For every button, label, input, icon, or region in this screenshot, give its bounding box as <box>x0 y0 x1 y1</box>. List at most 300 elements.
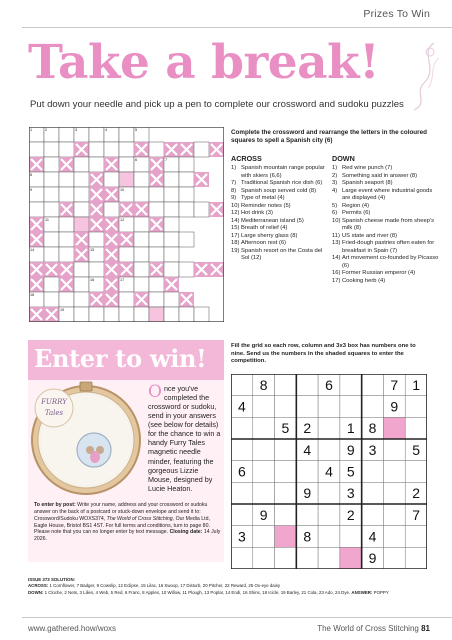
crossword-black-cell <box>74 142 89 157</box>
clue-text: Red wine punch (7) <box>342 165 393 171</box>
crossword-black-cell <box>59 157 74 172</box>
crossword-black-cell <box>104 217 119 232</box>
sudoku-cell[interactable] <box>253 461 275 483</box>
sudoku-given-digit: 4 <box>237 398 246 415</box>
crossword-cell[interactable] <box>74 202 89 217</box>
crossword-cell[interactable] <box>149 142 164 157</box>
clue-text: Large event where industrial goods are displayed (4) <box>342 187 433 202</box>
crossword-black-cell <box>149 172 164 187</box>
clue-text: Spanish mountain range popular with skiers (6,6) <box>241 165 325 179</box>
crossword-cell[interactable] <box>164 187 179 202</box>
crossword-cell[interactable] <box>179 307 194 322</box>
sudoku-cell[interactable] <box>275 482 297 504</box>
crossword-clue-number: 4 <box>105 128 108 133</box>
sudoku-cell[interactable] <box>362 396 384 418</box>
crossword-cell[interactable] <box>44 202 59 217</box>
sudoku-shaded-cell[interactable] <box>275 526 297 548</box>
sudoku-given-digit: 6 <box>325 376 333 393</box>
crossword-cell[interactable] <box>164 307 179 322</box>
crossword-black-cell <box>29 262 44 277</box>
sudoku-cell[interactable] <box>362 504 384 526</box>
clue-text: Permits (6) <box>342 210 371 217</box>
clue-number: 9) <box>231 195 237 202</box>
crossword-black-cell <box>74 232 89 247</box>
crossword-cell[interactable] <box>44 172 59 187</box>
crossword-black-cell <box>164 142 179 157</box>
closing-label: Closing date: <box>169 529 203 536</box>
clue-item <box>332 180 440 188</box>
sudoku-cell[interactable] <box>275 547 297 569</box>
solution-answer: POPPY <box>373 589 389 595</box>
clue-number: 19) <box>231 247 240 254</box>
crossword-cell[interactable] <box>134 277 149 292</box>
sudoku-cell[interactable] <box>296 461 318 483</box>
crossword-cell[interactable] <box>74 262 89 277</box>
crossword-cell[interactable] <box>44 247 59 262</box>
crossword-cell[interactable] <box>149 292 164 307</box>
crossword-cell[interactable] <box>119 172 134 187</box>
clue-number: 3) <box>332 180 338 187</box>
crossword-black-cell <box>59 262 74 277</box>
crossword-cell[interactable] <box>44 277 59 292</box>
clue-number: 14) <box>231 217 240 224</box>
clue-item <box>332 240 440 255</box>
sudoku-cell[interactable] <box>383 482 405 504</box>
crossword-black-cell <box>149 157 164 172</box>
sudoku-cell[interactable] <box>405 396 427 418</box>
sudoku-cell[interactable] <box>275 374 297 396</box>
crossword-black-cell <box>89 187 104 202</box>
sudoku-cell[interactable] <box>383 547 405 569</box>
sudoku-cell[interactable] <box>275 439 297 461</box>
crossword-clue-number: 14 <box>30 248 35 253</box>
crossword-cell[interactable] <box>104 142 119 157</box>
crossword-clue-number: 17 <box>120 278 125 283</box>
sudoku-cell[interactable] <box>362 374 384 396</box>
sudoku-given-digit: 4 <box>325 463 333 480</box>
crossword-black-cell <box>59 202 74 217</box>
crossword-cell[interactable] <box>119 127 134 142</box>
clue-text: Reminder notes (5) <box>241 202 291 209</box>
crossword-black-cell <box>119 232 134 247</box>
badge-brand-bottom: Tales <box>44 409 64 417</box>
clue-text: Spanish cheese made from sheep's milk (8) <box>342 217 434 232</box>
across-clue-list <box>231 165 329 263</box>
crossword-black-cell <box>44 262 59 277</box>
sudoku-given-digit: 6 <box>237 463 246 480</box>
clue-text: Hot drink (3) <box>241 210 273 217</box>
sudoku-cell[interactable] <box>318 396 340 418</box>
sudoku-cell[interactable] <box>231 547 253 569</box>
crossword-cell[interactable] <box>164 247 179 262</box>
crossword-cell[interactable] <box>89 262 104 277</box>
promo-title: Enter to win! <box>34 344 207 373</box>
crossword-black-cell <box>29 217 44 232</box>
clue-number: 14) <box>332 255 341 262</box>
crossword-cell[interactable] <box>149 307 164 322</box>
crossword-black-cell <box>179 292 194 307</box>
crossword-black-cell <box>44 307 59 322</box>
crossword-black-cell <box>29 307 44 322</box>
sudoku-given-digit: 9 <box>346 441 355 458</box>
crossword-cell[interactable] <box>134 247 149 262</box>
clue-text: Cooking herb (4) <box>342 277 386 284</box>
crossword-cell[interactable] <box>44 232 59 247</box>
clue-number: 6) <box>332 210 338 217</box>
clue-text: Something said in answer (8) <box>342 172 418 179</box>
clue-item <box>231 188 329 196</box>
solution-across: 1 Cornflower, 7 Badger, 9 Cowslip, 12 Eclipse, 15 Lilac, 16 Swoop, 17 Disturb, 20 Pitcher, 22 Reward, 25 Ox-eye daisy <box>49 583 281 589</box>
crossword-black-cell <box>119 262 134 277</box>
crossword-cell[interactable] <box>59 187 74 202</box>
crossword-cell[interactable] <box>179 187 194 202</box>
sudoku-cell[interactable] <box>296 374 318 396</box>
crossword-cell[interactable] <box>59 232 74 247</box>
crossword-black-cell <box>134 142 149 157</box>
crossword-black-cell <box>104 187 119 202</box>
clue-text: Afternoon rest (6) <box>241 240 287 247</box>
crossword-cell[interactable] <box>134 172 149 187</box>
clue-item <box>332 233 440 241</box>
sudoku-cell[interactable] <box>275 396 297 418</box>
crossword-cell[interactable] <box>29 142 44 157</box>
sudoku-given-digit: 8 <box>259 376 268 393</box>
crossword-black-cell <box>104 247 119 262</box>
clue-text: Former Russian emperor (4) <box>342 270 416 277</box>
sudoku-cell[interactable] <box>383 461 405 483</box>
sudoku-cell[interactable] <box>253 482 275 504</box>
sudoku-cell[interactable] <box>383 526 405 548</box>
clue-item <box>332 173 440 181</box>
crossword-cell[interactable] <box>194 307 209 322</box>
sudoku-cell[interactable] <box>405 461 427 483</box>
crossword-cell[interactable] <box>149 247 164 262</box>
sudoku-cell[interactable] <box>275 504 297 526</box>
clue-number: 15) <box>231 225 240 232</box>
sudoku-cell[interactable] <box>362 461 384 483</box>
crossword-cell[interactable] <box>89 307 104 322</box>
crossword-cell[interactable] <box>149 187 164 202</box>
crossword-black-cell <box>134 292 149 307</box>
crossword-cell[interactable] <box>164 262 179 277</box>
sudoku-given-digit: 9 <box>390 398 399 415</box>
crossword-cell[interactable] <box>119 292 134 307</box>
sudoku-cell[interactable] <box>405 526 427 548</box>
sudoku-cell[interactable] <box>253 526 275 548</box>
page-title: Take a break! <box>28 35 380 90</box>
crossword-cell[interactable] <box>104 202 119 217</box>
clue-number: 17) <box>231 232 240 239</box>
crossword-black-cell <box>29 277 44 292</box>
sudoku-given-digit: 2 <box>412 485 421 502</box>
sudoku-given-digit: 5 <box>412 441 421 458</box>
sudoku-shaded-cell[interactable] <box>383 417 405 439</box>
promo-body-text: nce you've completed the crossword or sudoku, send in your answers (see below for details) for the chance to win a handy Furry Tales magnetic needle minder, featuring the gorgeous Lizzie Mouse, designed by Lucie Heaton. <box>148 384 221 493</box>
sudoku-given-digit: 3 <box>346 485 355 502</box>
crossword-cell[interactable] <box>59 247 74 262</box>
sudoku-cell[interactable] <box>318 526 340 548</box>
crossword-instructions: Complete the crossword and rearrange the letters in the coloured squares to spell a Spanish city (6) <box>231 129 427 145</box>
crossword-clue-number: 11 <box>45 218 49 223</box>
crossword-cell[interactable] <box>59 217 74 232</box>
clue-number: 10) <box>332 217 341 224</box>
crossword-cell[interactable] <box>89 127 104 142</box>
sudoku-cell[interactable] <box>253 417 275 439</box>
sudoku-cell[interactable] <box>318 504 340 526</box>
footer-magazine-name: The World of Cross Stitching <box>317 624 419 633</box>
clue-text: Breath of relief (4) <box>241 225 288 232</box>
clue-item <box>231 240 329 248</box>
crossword-clue-number: 10 <box>120 188 125 193</box>
clue-text: Mediterranean island (5) <box>241 217 304 224</box>
crossword-cell[interactable] <box>74 292 89 307</box>
enter-to-win-panel <box>28 340 224 562</box>
across-clues <box>231 154 329 263</box>
sudoku-given-digit: 2 <box>346 506 355 523</box>
crossword-cell[interactable] <box>104 172 119 187</box>
clue-text: Fried-dough pastries often eaten for breakfast in Spain (7) <box>342 240 435 254</box>
clue-text: Region (4) <box>342 202 370 209</box>
crossword-black-cell <box>104 292 119 307</box>
sudoku-given-digit: 4 <box>303 441 312 458</box>
clue-number: 1) <box>231 165 237 171</box>
sudoku-given-digit: 7 <box>390 376 399 393</box>
crossword-cell[interactable] <box>74 187 89 202</box>
clue-text: Spanish seaport (8) <box>342 180 393 187</box>
sudoku-cell[interactable] <box>340 526 362 548</box>
crossword-clue-number: 3 <box>75 128 78 133</box>
sudoku-cell[interactable] <box>405 417 427 439</box>
crossword-cell[interactable] <box>44 292 59 307</box>
crossword-black-cell <box>164 277 179 292</box>
sudoku-given-digit: 3 <box>237 528 246 545</box>
clue-number: 11) <box>332 232 340 239</box>
sudoku-cell[interactable] <box>253 396 275 418</box>
crossword-clue-number: 6 <box>135 158 138 163</box>
clue-item <box>332 218 440 233</box>
solution-answer-label: ANSWER: <box>351 589 373 595</box>
clue-item <box>231 248 329 263</box>
crossword-cell[interactable] <box>164 202 179 217</box>
clue-item <box>332 255 440 270</box>
sudoku-cell[interactable] <box>318 417 340 439</box>
enter-address-text: Our Media Ltd, Eagle House, Bristol BS1 4ST. For full terms and conditions, turn to page 80. Please note that you can no longer enter by text message. <box>34 515 210 536</box>
clue-item <box>332 203 440 211</box>
crossword-clue-number: 2 <box>45 128 48 133</box>
sudoku-given-digit: 8 <box>303 528 312 545</box>
crossword-black-cell <box>104 277 119 292</box>
sudoku-cell[interactable] <box>253 547 275 569</box>
solution-down-label: DOWN: <box>28 589 44 595</box>
crossword-cell[interactable] <box>164 217 179 232</box>
sudoku-cell[interactable] <box>231 417 253 439</box>
crossword-clue-number: 12 <box>120 218 125 223</box>
crossword-cell[interactable] <box>179 172 194 187</box>
crossword-clue-number: 9 <box>30 188 33 193</box>
page-subtitle: Put down your needle and pick up a pen to complete our crossword and sudoku puzzles <box>30 99 404 110</box>
sudoku-given-digit: 3 <box>368 441 377 458</box>
crossword-cell[interactable] <box>134 307 149 322</box>
clue-item <box>332 188 440 203</box>
sudoku-grid <box>231 374 427 569</box>
sudoku-given-digit: 9 <box>368 550 377 567</box>
crossword-cell[interactable] <box>119 157 134 172</box>
down-heading: DOWN <box>332 154 355 163</box>
crossword-cell[interactable] <box>134 217 149 232</box>
clue-text: Large sherry glass (8) <box>241 232 298 239</box>
crossword-cell[interactable] <box>134 262 149 277</box>
crossword-cell[interactable] <box>44 157 59 172</box>
crossword-cell[interactable] <box>164 172 179 187</box>
crossword-black-cell <box>209 262 224 277</box>
crossword-clue-number: 1 <box>30 128 33 133</box>
solution-down: 1 Cloche, 2 Nets, 3 Lilies, 4 Web, 5 Red, 6 Franc, 8 Apples, 10 Willow, 11 Plough, 13 Poplar, 14 Endi, 16 Shins, 18 Icicle, 19 Barley, 21 Cola, 23 Ado, 24 Dye. <box>44 589 351 595</box>
crossword-cell[interactable] <box>179 157 194 172</box>
solution-label: ISSUE 373 SOLUTION: <box>28 577 76 582</box>
across-heading: ACROSS <box>231 154 262 163</box>
sudoku-cell[interactable] <box>318 547 340 569</box>
sudoku-cell[interactable] <box>296 396 318 418</box>
crossword-cell[interactable] <box>134 232 149 247</box>
crossword-cell[interactable] <box>74 307 89 322</box>
crossword-cell[interactable] <box>179 262 194 277</box>
section-label: Prizes To Win <box>363 8 430 20</box>
clue-text: Art movement co-founded by Picasso (6) <box>342 255 439 269</box>
promo-body <box>148 384 222 493</box>
sudoku-cell[interactable] <box>318 482 340 504</box>
crossword-grid <box>29 127 224 322</box>
sudoku-cell[interactable] <box>405 547 427 569</box>
crossword-clue-number: 16 <box>90 278 95 283</box>
crossword-black-cell <box>149 217 164 232</box>
clue-text: Spanish resort on the Costa del Sol (12) <box>241 247 323 262</box>
crossword-cell[interactable] <box>59 142 74 157</box>
clue-item <box>332 270 440 278</box>
entry-instructions <box>34 502 222 543</box>
crossword-cell[interactable] <box>44 142 59 157</box>
sudoku-cell[interactable] <box>231 504 253 526</box>
clue-number: 7) <box>231 180 237 187</box>
crossword-cell[interactable] <box>149 232 164 247</box>
crossword-black-cell <box>119 202 134 217</box>
crossword-black-cell <box>104 232 119 247</box>
crossword-black-cell <box>89 292 104 307</box>
sudoku-cell[interactable] <box>362 482 384 504</box>
crossword-cell[interactable] <box>134 187 149 202</box>
crossword-black-cell <box>59 277 74 292</box>
crossword-black-cell <box>209 142 224 157</box>
crossword-cell[interactable] <box>74 172 89 187</box>
clue-item <box>231 210 329 218</box>
crossword-cell[interactable] <box>194 142 209 157</box>
sudoku-given-digit: 9 <box>303 485 312 502</box>
footer-rule <box>22 617 452 618</box>
sudoku-cell[interactable] <box>296 504 318 526</box>
down-clues <box>332 154 440 286</box>
crossword-cell[interactable] <box>59 172 74 187</box>
sudoku-cell[interactable] <box>253 439 275 461</box>
crossword-black-cell <box>74 247 89 262</box>
crossword-clue-number: 7 <box>165 158 168 163</box>
clue-item <box>231 225 329 233</box>
crossword-cell[interactable] <box>74 277 89 292</box>
clue-number: 4) <box>332 187 338 194</box>
previous-solution <box>28 577 432 596</box>
clue-number: 13) <box>332 240 341 247</box>
crossword-cell[interactable] <box>44 187 59 202</box>
clue-number: 12) <box>231 210 240 217</box>
sudoku-cell[interactable] <box>340 374 362 396</box>
clue-text: Traditional Spanish rice dish (6) <box>241 180 323 187</box>
crossword-clue-number: 8 <box>30 173 33 178</box>
crossword-cell[interactable] <box>119 307 134 322</box>
crossword-clue-number: 5 <box>135 128 138 133</box>
crossword-black-cell <box>149 262 164 277</box>
crossword-cell[interactable] <box>149 202 164 217</box>
crossword-cell[interactable] <box>179 202 194 217</box>
crossword-cell[interactable] <box>59 292 74 307</box>
crossword-cell[interactable] <box>194 202 209 217</box>
crossword-cell[interactable] <box>164 232 179 247</box>
crossword-cell[interactable] <box>74 157 89 172</box>
clue-item <box>231 218 329 226</box>
sudoku-cell[interactable] <box>318 439 340 461</box>
crossword-cell[interactable] <box>74 217 89 232</box>
sudoku-given-digit: 1 <box>346 420 355 437</box>
sudoku-cell[interactable] <box>383 439 405 461</box>
crossword-cell[interactable] <box>149 277 164 292</box>
crossword-black-cell <box>194 172 209 187</box>
badge-brand-top: FURRY <box>41 398 67 406</box>
clue-item <box>332 210 440 218</box>
sudoku-cell[interactable] <box>231 482 253 504</box>
crossword-cell[interactable] <box>164 292 179 307</box>
crossword-cell[interactable] <box>89 157 104 172</box>
sudoku-cell[interactable] <box>275 461 297 483</box>
crossword-cell[interactable] <box>179 232 194 247</box>
clue-number: 2) <box>332 172 338 179</box>
crossword-cell[interactable] <box>89 142 104 157</box>
crossword-cell[interactable] <box>29 202 44 217</box>
sudoku-cell[interactable] <box>296 547 318 569</box>
sudoku-given-digit: 5 <box>346 463 355 480</box>
clue-number: 1) <box>332 165 338 171</box>
clue-number: 8) <box>231 187 237 194</box>
clue-text: US state and river (8) <box>342 232 398 239</box>
crossword-cell[interactable] <box>104 307 119 322</box>
title-rule <box>22 27 452 28</box>
crossword-cell[interactable] <box>119 247 134 262</box>
sudoku-cell[interactable] <box>340 396 362 418</box>
sudoku-given-digit: 2 <box>303 420 312 437</box>
crossword-grid-svg <box>29 127 224 322</box>
sudoku-cell[interactable] <box>231 439 253 461</box>
sudoku-cell[interactable] <box>383 504 405 526</box>
clue-item <box>332 165 440 173</box>
crossword-black-cell <box>89 217 104 232</box>
crossword-cell[interactable] <box>59 127 74 142</box>
promo-dropcap: O <box>148 382 162 402</box>
crossword-black-cell <box>179 142 194 157</box>
enter-label: To enter by post: <box>34 502 76 508</box>
clue-item <box>231 233 329 241</box>
sudoku-cell[interactable] <box>231 374 253 396</box>
clue-text: Spanish soup served cold (8) <box>241 187 317 194</box>
crossword-cell[interactable] <box>89 232 104 247</box>
crossword-cell[interactable] <box>119 142 134 157</box>
clue-item <box>231 195 329 203</box>
sudoku-shaded-cell[interactable] <box>340 547 362 569</box>
